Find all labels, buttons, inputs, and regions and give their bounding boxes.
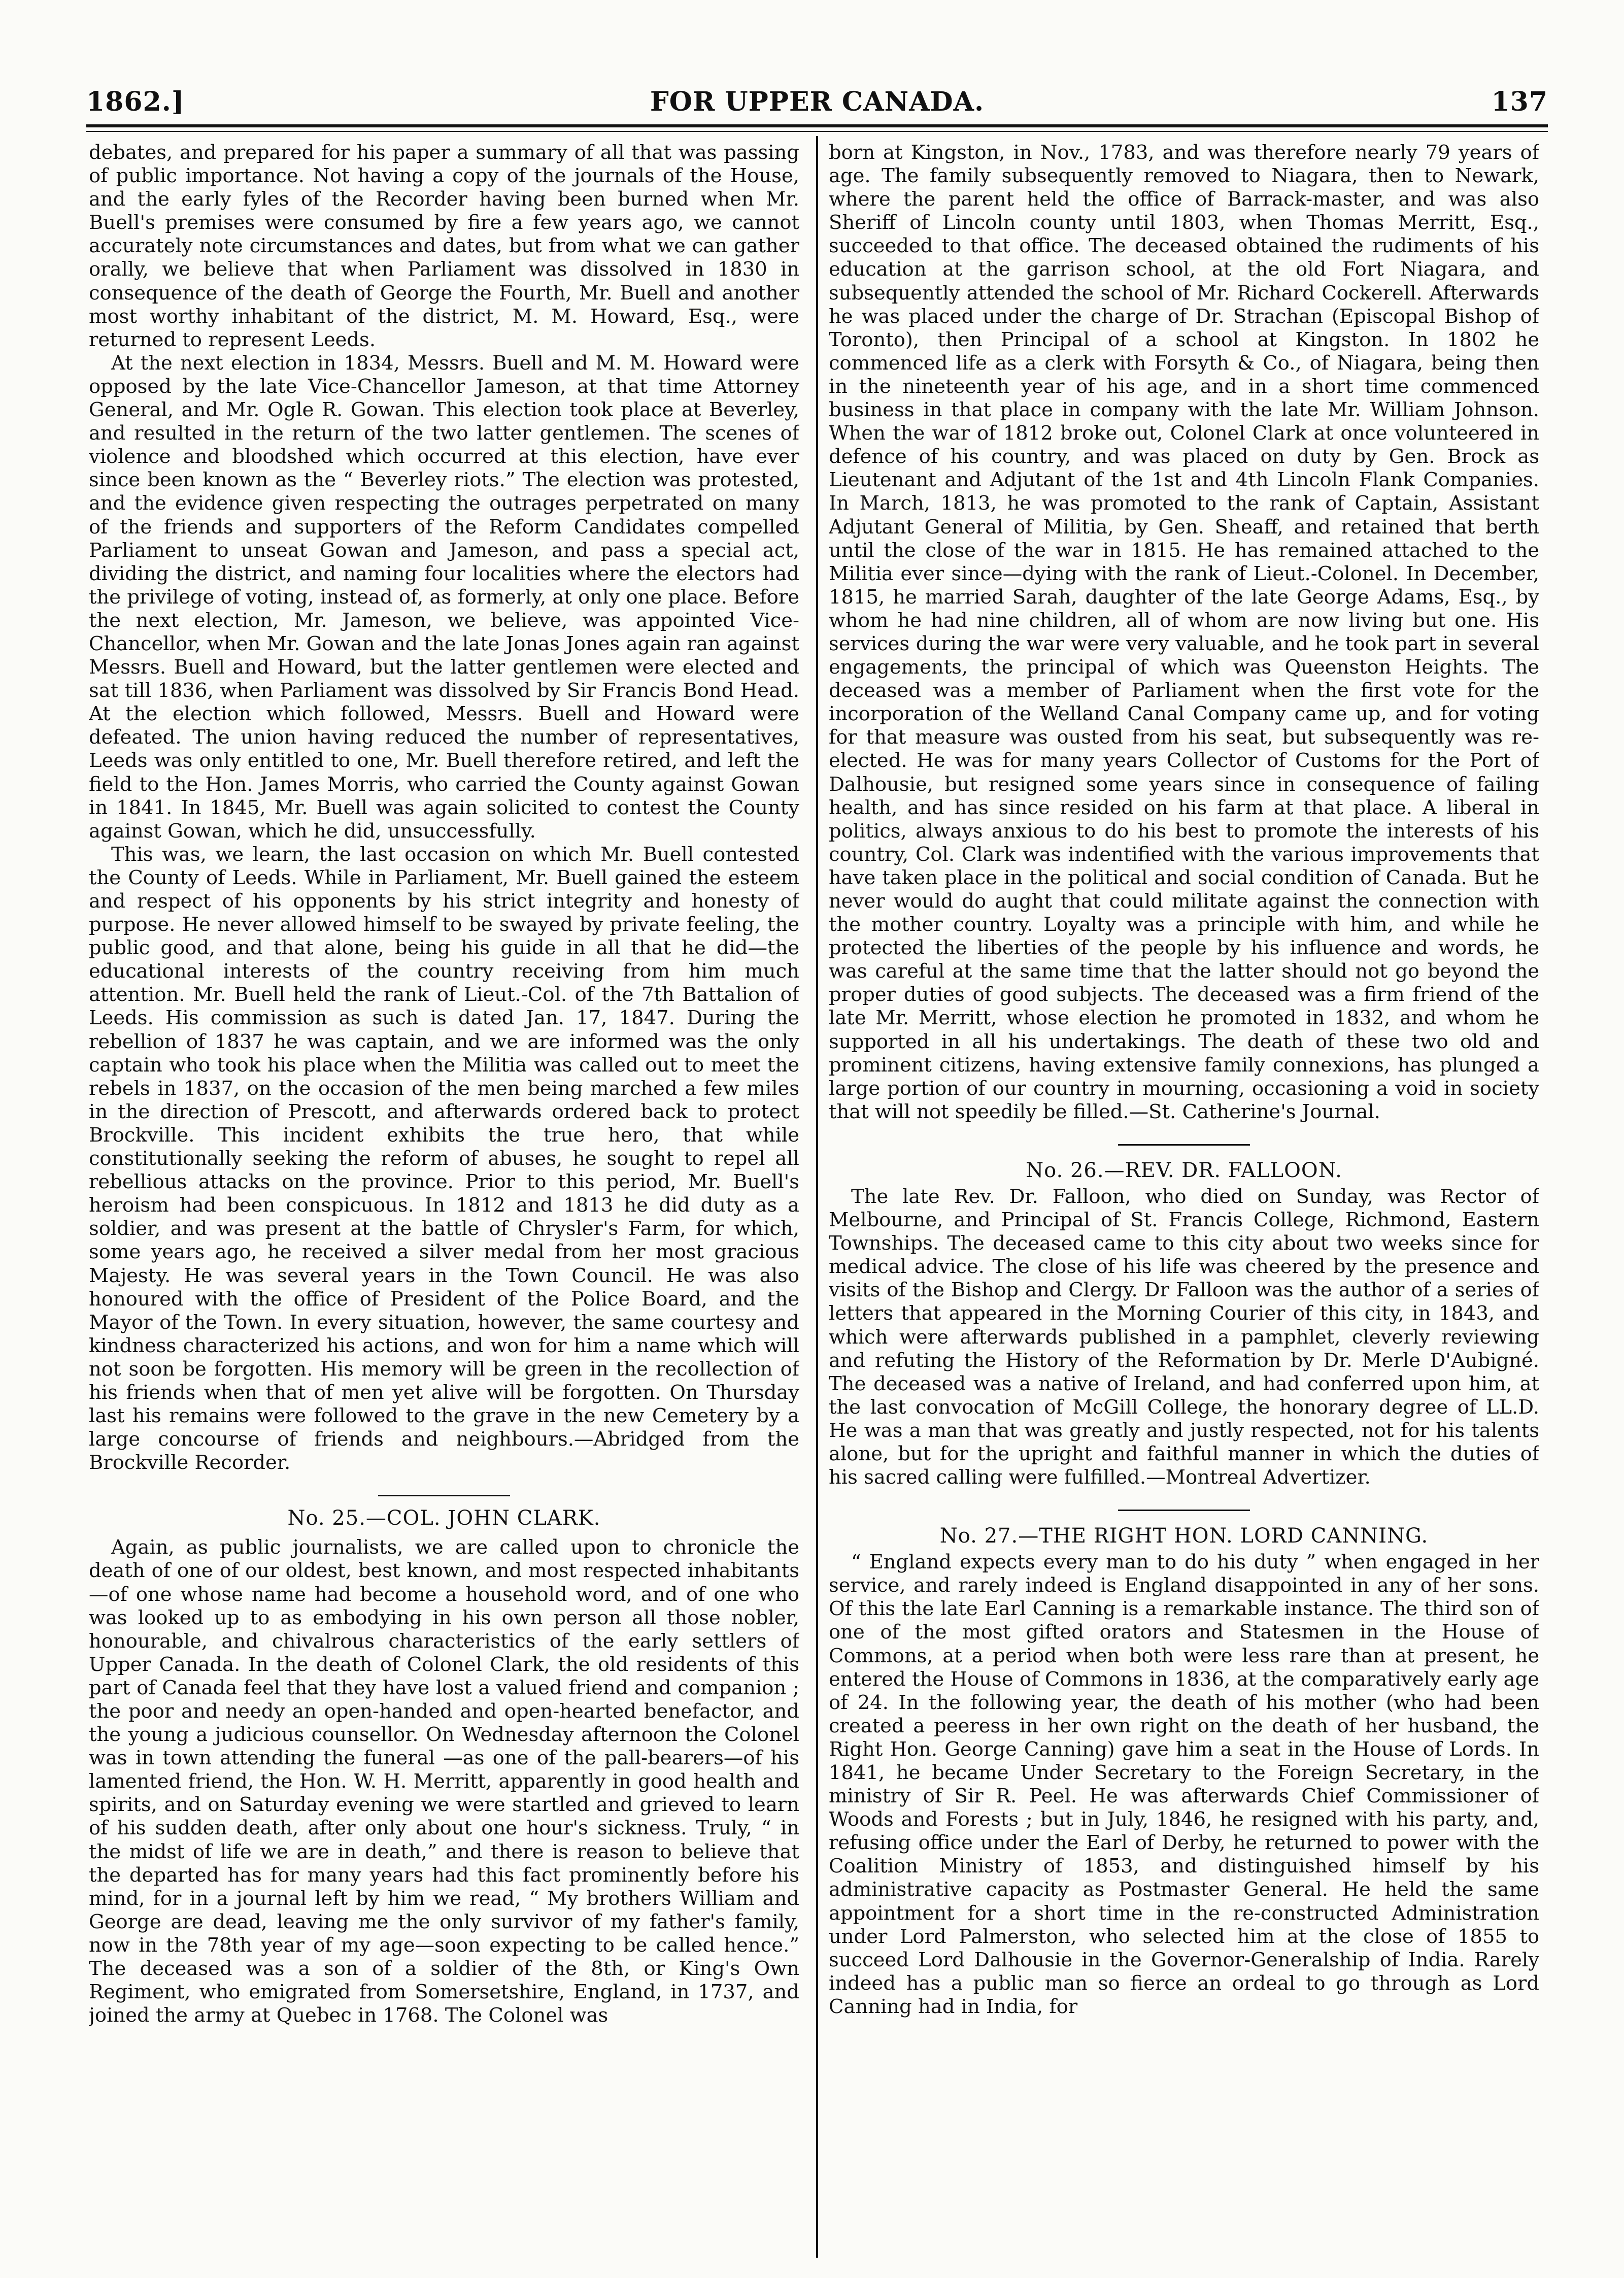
article-paragraph: This was, we learn, the last occasion on which Mr. Buell contested the County of Leeds. While in Parliament, Mr. Buell gained the esteem and respect of his opponents by his strict integrity and honesty of purpose. He never allowed himself to be swayed by private feeling, the public good, and that alone, being his guide in all that he did—the educational interests of the country receiving from him much attention. Mr. Buell held the rank of Lieut.-Col. of the 7th Battalion of Leeds. His commission as such is dated Jan. 17, 1847. During the rebellion of 1837 he was captain, and we are informed was the only captain who took his place when the Militia was called out to meet the rebels in 1837, on the occasion of the men being marched a few miles in the direction of Prescott, and afterwards ordered back to protect Brockville. This incident exhibits the true hero, that while constitutionally seeking the reform of abuses, he sought to repel all rebellious attacks on the province. Prior to this period, Mr. Buell's heroism had been conspicuous. In 1812 and 1813 he did duty as a soldier, and was present at the battle of Chrysler's Farm, for which, some years ago, he received a silver medal from her most gracious Majesty. He was several years in the Town Council. He was also honoured with the office of President of the Police Board, and the Mayor of the Town. In every situation, however, the same courtesy and kindness characterized his actions, and won for him a name which will not soon be forgotten. His memory will be green in the recollection of his friends when that of men yet alive will be forgotten. On Thursday last his remains were followed to the grave in the new Cemetery by a large concourse of friends and neighbours.—Abridged from the Brockville Recorder. <box>89 843 799 1475</box>
article-heading-falloon: No. 26.—REV. DR. FALLOON. <box>1026 1158 1342 1182</box>
article-paragraph: “ England expects every man to do his duty ” when engaged in her service, and rarely indeed is England disappointed in any of her sons. Of this the late Earl Canning is a remarkable instance. The third son of one of the most gifted orators and Statesmen in the House of Commons, at a period when both were less rare than at present, he entered the House of Commons in 1836, at the comparatively early age of 24. In the following year, the death of his mother (who had been created a peeress in her own right on the death of her husband, the Right Hon. George Canning) gave him a seat in the House of Lords. In 1841, he became Under Secretary to the Foreign Secretary, in the ministry of Sir R. Peel. He was afterwards Chief Commissioner of Woods and Forests ; but in July, 1846, he resigned with his party, and, refusing office under the Earl of Derby, he returned to power with the Coalition Ministry of 1853, and distinguished himself by his administrative capacity as Postmaster General. He held the same appointment for a short time in the re-constructed Administration under Lord Palmerston, who selected him at the close of 1855 to succeed Lord Dalhousie in the Governor-Generalship of India. Rarely indeed has a public man so fierce an ordeal to go through as Lord Canning had in India, for <box>829 1551 1539 2018</box>
running-header <box>86 86 1548 127</box>
article-paragraph: The late Rev. Dr. Falloon, who died on Sunday, was Rector of Melbourne, and Principal of St. Francis College, Richmond, Eastern Townships. The deceased came to this city about two weeks since for medical advice. The close of his life was cheered by the presence and visits of the Bishop and Clergy. Dr Falloon was the author of a series of letters that appeared in the Morning Courier of this city, in 1843, and which were afterwards published in a pamphlet, cleverly reviewing and refuting the History of the Reformation by Dr. Merle D'Aubigné. The deceased was a native of Ireland, and had conferred upon him, at the last convocation of McGill College, the honorary degree of LL.D. He was a man that was greatly and justly respected, not for his talents alone, but for the upright and faithful manner in which the duties of his sacred calling were fulfilled.—Montreal Advertizer. <box>829 1185 1539 1489</box>
header-title: FOR UPPER CANADA. <box>650 86 985 117</box>
page-number: 137 <box>1491 86 1548 117</box>
article-heading-clark: No. 25.—COL. JOHN CLARK. <box>287 1506 601 1530</box>
article-paragraph: At the next election in 1834, Messrs. Buell and M. M. Howard were opposed by the late Vice-Chancellor Jameson, at that time Attorney General, and Mr. Ogle R. Gowan. This election took place at Beverley, and resulted in the return of the two latter gentlemen. The scenes of violence and bloodshed which occurred at this election, have ever since been known as the “ Beverley riots.” The election was protested, and the evidence given respecting the outrages perpetrated on many of the friends and supporters of the Reform Candidates compelled Parliament to unseat Gowan and Jameson, and pass a special act, dividing the district, and naming four localities where the electors had the privilege of voting, instead of, as formerly, at only one place. Before the next election, Mr. Jameson, we believe, was appointed Vice-Chancellor, when Mr. Gowan and the late Jonas Jones again ran against Messrs. Buell and Howard, but the latter gentlemen were elected and sat till 1836, when Parliament was dissolved by Sir Francis Bond Head. At the election which followed, Messrs. Buell and Howard were defeated. The union having reduced the number of representatives, Leeds was only entitled to one, Mr. Buell therefore retired, and left the field to the Hon. James Morris, who carried the County against Gowan in 1841. In 1845, Mr. Buell was again solicited to contest the County against Gowan, which he did, unsuccessfully. <box>89 351 799 843</box>
column-divider <box>816 136 818 2258</box>
header-rule-thin <box>86 131 1548 132</box>
article-paragraph: born at Kingston, in Nov., 1783, and was therefore nearly 79 years of age. The family subsequently removed to Niagara, then to Newark, where the parent held the office of Barrack-master, and was also Sheriff of Lincoln county until 1803, when Thomas Merritt, Esq., succeeded to that office. The deceased obtained the rudiments of his education at the garrison school, at the old Fort Niagara, and subsequently attended the school of Mr. Richard Cockerell. Afterwards he was placed under the charge of Dr. Strachan (Episcopal Bishop of Toronto), then Principal of a school at Kingston. In 1802 he commenced life as a clerk with Forsyth & Co., of Niagara, being then in the nineteenth year of his age, and in a short time commenced business in that place in company with the late Mr. William Johnson. When the war of 1812 broke out, Colonel Clark at once volunteered in defence of his country, and was placed on duty by Gen. Brock as Lieutenant and Adjutant of the 1st and 4th Lincoln Flank Companies. In March, 1813, he was promoted to the rank of Captain, Assistant Adjutant General of Militia, by Gen. Sheaff, and retained that berth until the close of the war in 1815. He has remained attached to the Militia ever since—dying with the rank of Lieut.-Colonel. In December, 1815, he married Sarah, daughter of the late George Adams, Esq., by whom he had nine children, all of whom are now living but one. His services during the war were very valuable, and he took part in several engagements, the principal of which was Queenston Heights. The deceased was a member of Parliament when the first vote for the incorporation of the Welland Canal Company came up, and for voting for that measure was ousted from his seat, but subsequently was re-elected. He was for many years Collector of Customs for the Port of Dalhousie, but resigned some years since in consequence of failing health, and has since resided on his farm at that place. A liberal in politics, always anxious to do his best to promote the interests of his country, Col. Clark was indentified with the various improvements that have taken place in the political and social condition of Canada. But he never would do aught that could militate against the connection with the mother country. Loyalty was a principle with him, and while he protected the liberties of the people by his influence and words, he was careful at the same time that the latter should not go beyond the proper duties of good subjects. The deceased was a firm friend of the late Mr. Merritt, whose election he promoted in 1832, and whom he supported in all his undertakings. The death of these two old and prominent citizens, having extensive family connexions, has plunged a large portion of our country in mourning, occasioning a void in society that will not speedily be filled.—St. Catherine's Journal. <box>829 141 1539 1123</box>
left-column <box>89 141 799 2253</box>
header-year: 1862.] <box>86 86 185 117</box>
header-rule-thick <box>86 124 1548 127</box>
article-heading-canning: No. 27.—THE RIGHT HON. LORD CANNING. <box>939 1524 1429 1548</box>
article-paragraph: Again, as public journalists, we are called upon to chronicle the death of one of our oldest, best known, and most respected inhabitants—of one whose name had become a household word, and of one who was looked up to as embodying in his own person all those nobler, honourable, and chivalrous characteristics of the early settlers of Upper Canada. In the death of Colonel Clark, the old residents of this part of Canada feel that they have lost a valued friend and companion ; the poor and needy an open-handed and open-hearted benefactor, and the young a judicious counsellor. On Wednesday afternoon the Colonel was in town attending the funeral —as one of the pall-bearers—of his lamented friend, the Hon. W. H. Merritt, apparently in good health and spirits, and on Saturday evening we were startled and grieved to learn of his sudden death, after only about one hour's sickness. Truly, “ in the midst of life we are in death,” and there is reason to believe that the departed has for many years had this fact prominently before his mind, for in a journal left by him we read, “ My brothers William and George are dead, leaving me the only survivor of my father's family, now in the 78th year of my age—soon expecting to be called hence.” The deceased was a son of a soldier of the 8th, or King's Own Regiment, who emigrated from Somersetshire, England, in 1737, and joined the army at Quebec in 1768. The Colonel was <box>89 1536 799 2027</box>
article-paragraph: debates, and prepared for his paper a summary of all that was passing of public importance. Not having a copy of the journals of the House, and the early fyles of the Recorder having been burned when Mr. Buell's premises were consumed by fire a few years ago, we cannot accurately note circumstances and dates, but from what we can gather orally, we believe that when Parliament was dissolved in 1830 in consequence of the death of George the Fourth, Mr. Buell and another most worthy inhabitant of the district, M. M. Howard, Esq., were returned to represent Leeds. <box>89 141 799 351</box>
right-column <box>829 141 1539 2253</box>
